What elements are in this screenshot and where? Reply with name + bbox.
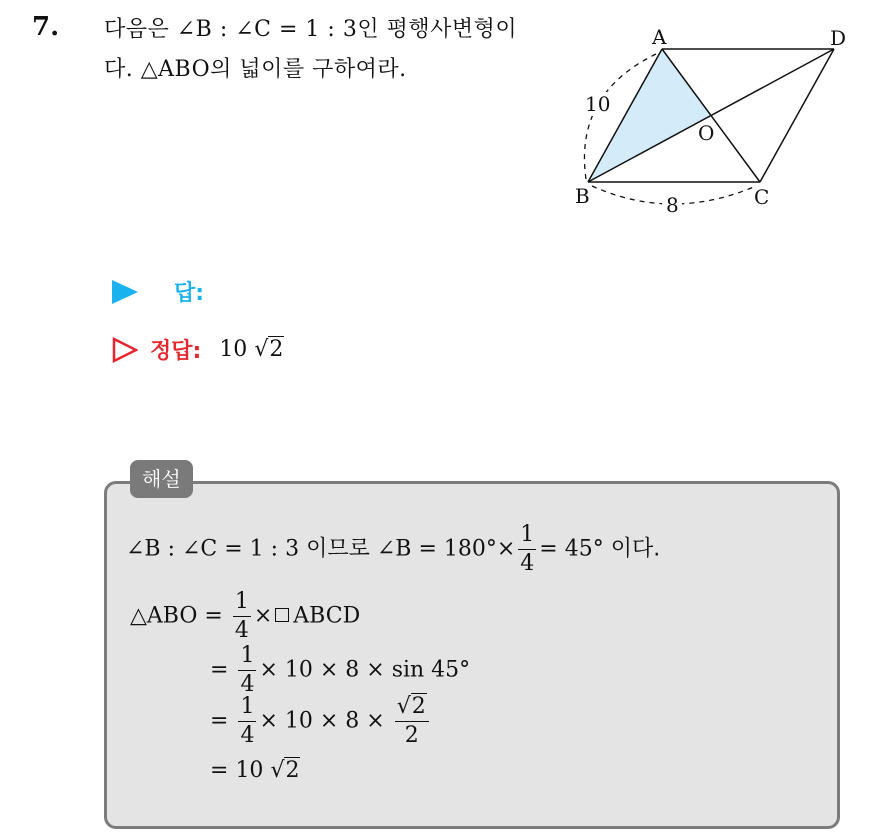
label-side-10: 10 (585, 92, 611, 116)
explanation-line3: = $\frac{1}{4}$ × 10 × 8 × sin 45° (210, 643, 471, 697)
explanation-line2: △ABO = $\frac{1}{4}$ × ABCD (130, 589, 361, 643)
explanation-line5: = 10 √2 (210, 758, 300, 783)
parallelogram-symbol (275, 608, 289, 622)
explanation-tab: 해설 (130, 460, 193, 498)
correct-answer-label: 정답: (150, 339, 202, 364)
label-o: O (698, 121, 715, 145)
question-text-line1: 다음은 ∠B : ∠C = 1 : 3인 평행사변형이 (104, 17, 518, 42)
label-c: C (754, 185, 770, 209)
correct-answer-value: 10 √2 (219, 337, 284, 362)
label-a: A (652, 25, 667, 49)
explanation-line1: ∠B : ∠C = 1 : 3 이므로 ∠B = 180°× $\frac{1}{4}$ = 45° 이다. (126, 522, 661, 576)
label-d: D (830, 26, 847, 50)
play-arrow-outline-icon (112, 337, 138, 363)
answer-label: 답: (174, 281, 205, 306)
question-text-line2: 다. △ABO의 넓이를 구하여라. (104, 57, 407, 82)
correct-answer-row (112, 334, 284, 365)
parallelogram-diagram (572, 24, 852, 224)
question-number: 7. (32, 12, 60, 42)
label-side-8: 8 (666, 193, 679, 217)
label-b: B (575, 184, 590, 208)
explanation-line4: = $\frac{1}{4}$ × 10 × 8 × $\frac{√2}{2}$ (210, 696, 432, 747)
play-arrow-filled-icon (112, 280, 138, 304)
answer-row (112, 276, 204, 307)
